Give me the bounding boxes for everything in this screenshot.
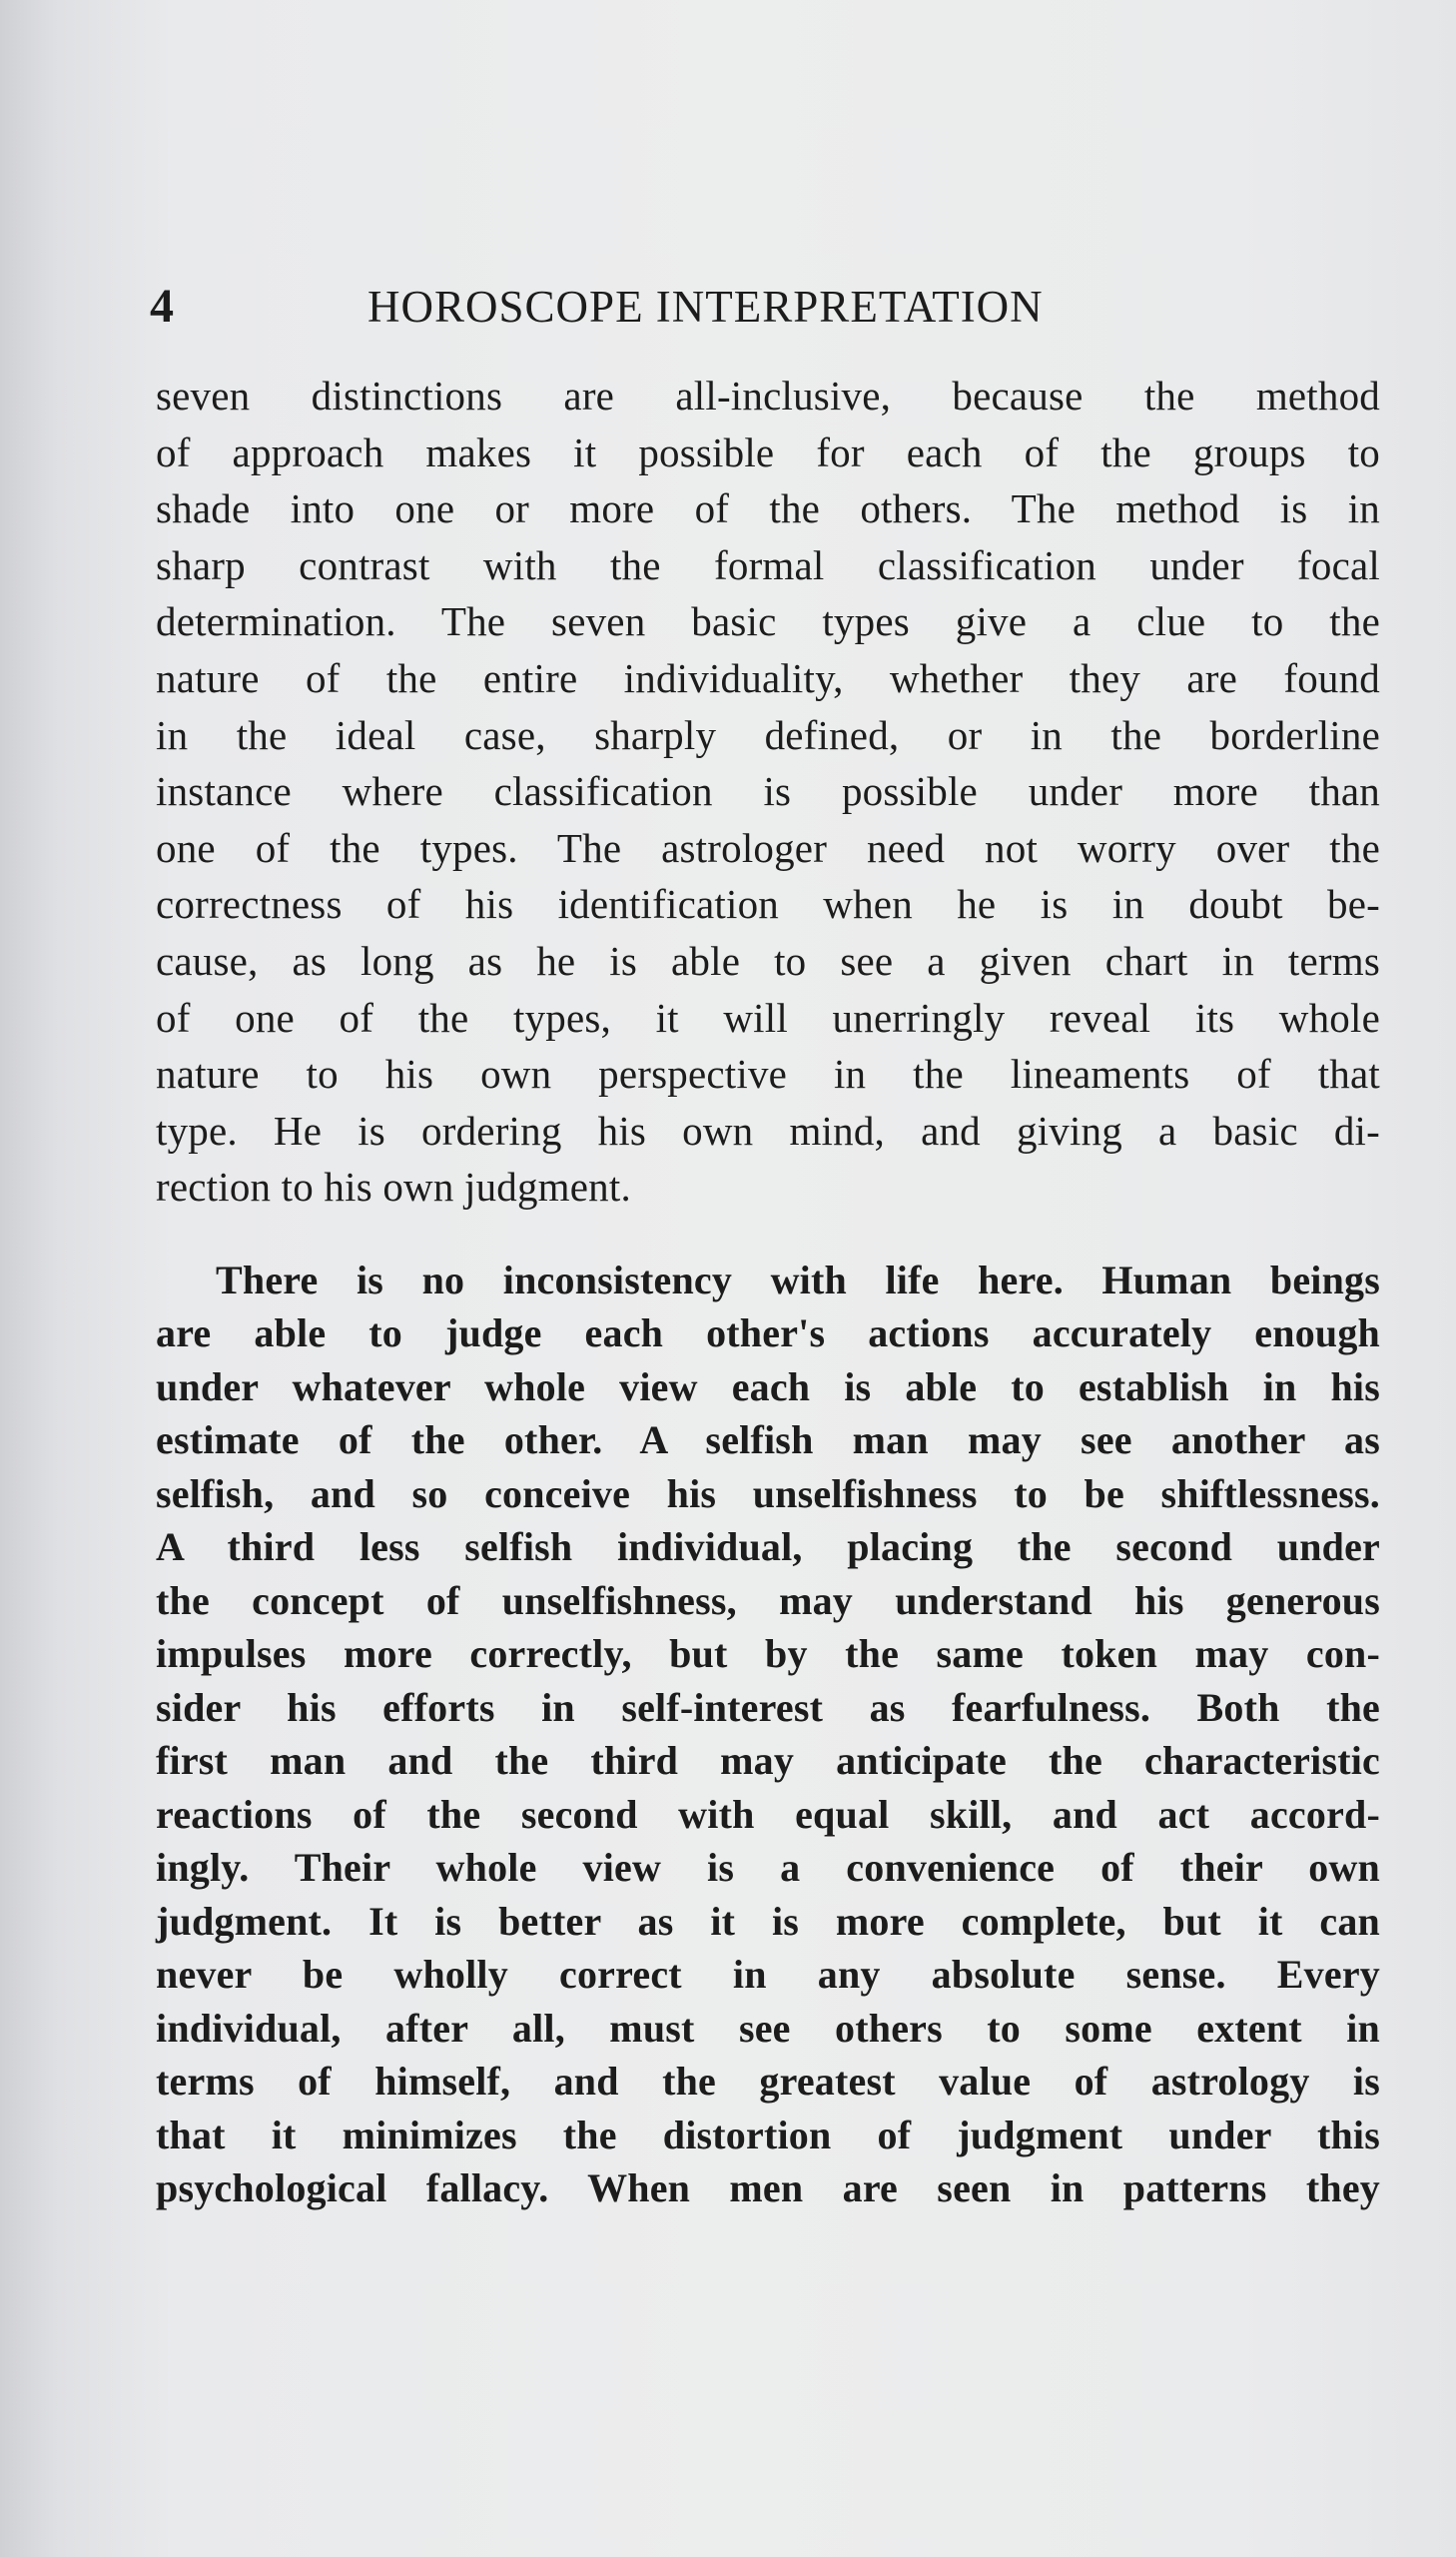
text-line: seven distinctions are all-inclusive, because the method: [156, 373, 1380, 419]
text-line: ingly. Their whole view is a convenience of their own: [156, 1845, 1380, 1891]
text-line: reactions of the second with equal skill, and act accord-: [156, 1791, 1380, 1837]
text-line: correctness of his identification when he is in doubt be-: [156, 881, 1380, 928]
text-line: are able to judge each other's actions accurately enough: [156, 1310, 1380, 1356]
text-line: determination. The seven basic types give a clue to the: [156, 598, 1380, 645]
text-line: sharp contrast with the formal classification under focal: [156, 541, 1380, 588]
running-title: HOROSCOPE INTERPRETATION: [367, 282, 1044, 332]
text-line: never be wholly correct in any absolute sense. Every: [156, 1952, 1380, 1998]
text-line: cause, as long as he is able to see a given chart in terms: [156, 937, 1380, 984]
text-line: nature of the entire individuality, whether they are found: [156, 654, 1380, 701]
text-line: instance where classification is possible under more than: [156, 768, 1380, 815]
text-line: impulses more correctly, but by the same token may con-: [156, 1631, 1380, 1677]
text-line: type. He is ordering his own mind, and giving a basic di-: [156, 1107, 1380, 1154]
text-line: first man and the third may anticipate the characteristic: [156, 1738, 1380, 1784]
text-line: shade into one or more of the others. The method is in: [156, 485, 1380, 532]
text-line: nature to his own perspective in the lineaments of that: [156, 1051, 1380, 1098]
text-line: psychological fallacy. When men are seen in patterns they: [156, 2165, 1380, 2211]
text-line: of approach makes it possible for each of the groups to: [156, 428, 1380, 475]
text-line: selfish, and so conceive his unselfishness to be shiftlessness.: [156, 1470, 1380, 1516]
body-text: [156, 368, 1380, 2215]
text-line: There is no inconsistency with life here. Human beings: [216, 1257, 1380, 1302]
text-line: of one of the types, it will unerringly reveal its whole: [156, 994, 1380, 1041]
page-number: 4: [150, 280, 174, 333]
paragraph-1: [156, 368, 1380, 1216]
text-line: individual, after all, must see others to some extent in: [156, 2005, 1380, 2051]
text-line: A third less selfish individual, placing the second under: [156, 1524, 1380, 1570]
text-line: judgment. It is better as it is more complete, but it can: [156, 1898, 1380, 1944]
text-line: under whatever whole view each is able to establish in his: [156, 1363, 1380, 1409]
text-line: rection to his own judgment.: [156, 1164, 631, 1211]
text-line: in the ideal case, sharply defined, or in the borderline: [156, 711, 1380, 758]
text-line: estimate of the other. A selfish man may see another as: [156, 1417, 1380, 1463]
text-line: the concept of unselfishness, may understand his generous: [156, 1577, 1380, 1623]
text-line: that it minimizes the distortion of judgment under this: [156, 2112, 1380, 2157]
paragraph-2: [156, 1254, 1380, 2215]
text-line: one of the types. The astrologer need not worry over the: [156, 824, 1380, 871]
text-line: terms of himself, and the greatest value of astrology is: [156, 2059, 1380, 2105]
page-header: [150, 272, 1388, 342]
text-line: sider his efforts in self-interest as fearfulness. Both the: [156, 1684, 1380, 1730]
